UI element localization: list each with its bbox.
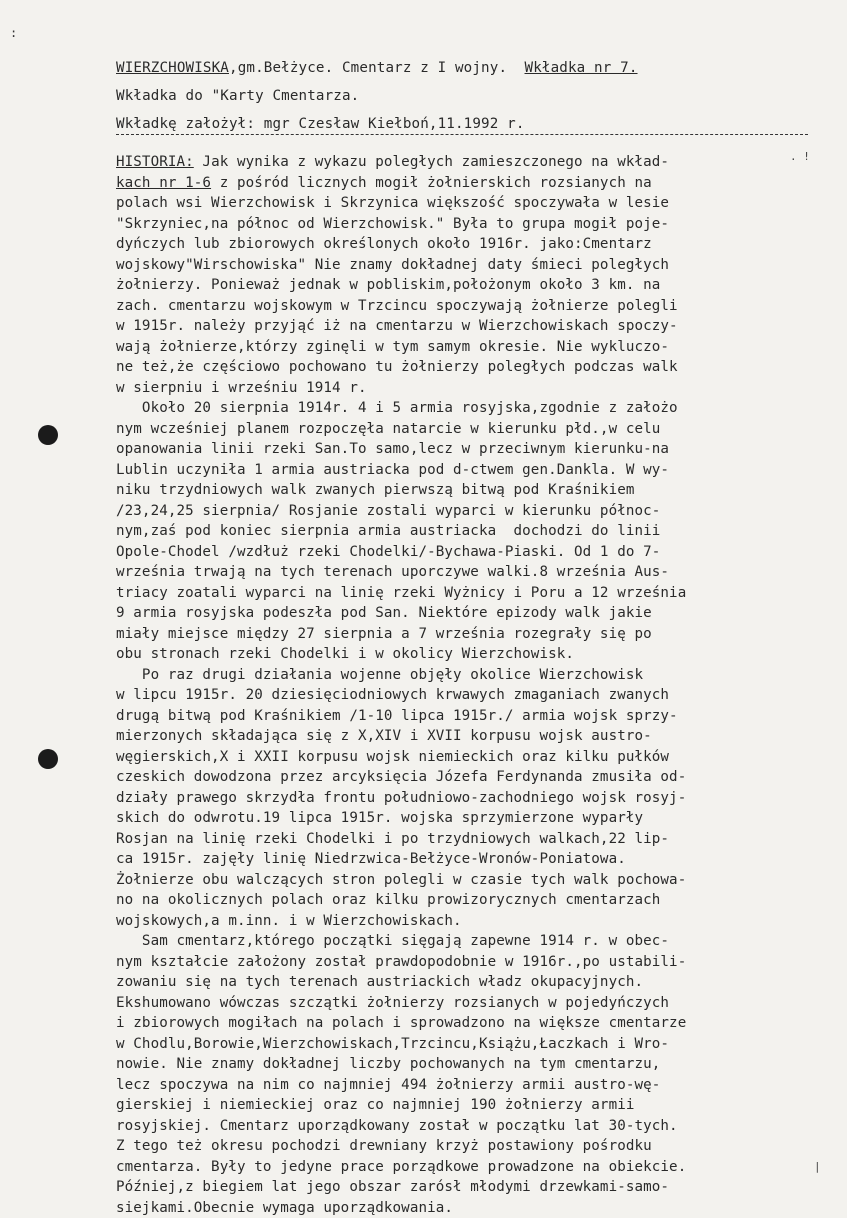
text-line: Po raz drugi działania wojenne objęły okolice Wierzchowisk xyxy=(116,665,816,686)
text-line: triacy zoatali wyparci na linię rzeki Wyżnicy i Poru a 12 września xyxy=(116,583,816,604)
place-name: WIERZCHOWISKA xyxy=(116,60,229,76)
text-line: w 1915r. należy przyjąć iż na cmentarzu w Wierzchowiskach spoczy- xyxy=(116,316,816,337)
margin-mark: : xyxy=(10,26,17,40)
text-line: 9 armia rosyjska podeszła pod San. Niektóre epizody walk jakie xyxy=(116,603,816,624)
text-line: /23,24,25 sierpnia/ Rosjanie zostali wyparci w kierunku północ- xyxy=(116,501,816,522)
header-line-1 xyxy=(116,58,816,78)
margin-mark: | xyxy=(814,1160,821,1173)
text-line: węgierskich,X i XXII korpusu wojsk niemieckich oraz kilku pułków xyxy=(116,747,816,768)
text-line: wają żołnierze,którzy zginęli w tym samym okresie. Nie wykluczo- xyxy=(116,337,816,358)
text-line: polach wsi Wierzchowisk i Skrzynica większość spoczywała w lesie xyxy=(116,193,816,214)
text-line: Około 20 sierpnia 1914r. 4 i 5 armia rosyjska,zgodnie z założo xyxy=(116,398,816,419)
text-line: nowie. Nie znamy dokładnej liczby pochowanych na tym cmentarzu, xyxy=(116,1054,816,1075)
text-line: Później,z biegiem lat jego obszar zarósł młodymi drzewkami-samo- xyxy=(116,1177,816,1198)
margin-mark: . ! xyxy=(790,150,810,163)
text-line: Opole-Chodel /wzdłuż rzeki Chodelki/-Bychawa-Piaski. Od 1 do 7- xyxy=(116,542,816,563)
punch-hole xyxy=(38,749,58,769)
text-line: września trwają na tych terenach uporczywe walki.8 września Aus- xyxy=(116,562,816,583)
text-line: rosyjskiej. Cmentarz uporządkowany został w początku lat 30-tych. xyxy=(116,1116,816,1137)
punch-hole xyxy=(38,425,58,445)
text-line: zach. cmentarzu wojskowym w Trzcincu spoczywają żołnierze polegli xyxy=(116,296,816,317)
text-line: wojskowych,a m.inn. i w Wierzchowiskach. xyxy=(116,911,816,932)
history-first-line xyxy=(116,152,816,173)
text-line: nym kształcie założony został prawdopodobnie w 1916r.,po ustabili- xyxy=(116,952,816,973)
text-line: dyńczych lub zbiorowych określonych około 1916r. jako:Cmentarz xyxy=(116,234,816,255)
history-heading: HISTORIA: xyxy=(116,154,194,170)
header-divider xyxy=(116,134,808,135)
text-line: nym,zaś pod koniec sierpnia armia austriacka dochodzi do linii xyxy=(116,521,816,542)
text-line: z pośród licznych mogił żołnierskich rozsianych na xyxy=(211,175,652,191)
text-line: Z tego też okresu pochodzi drewniany krzyż postawiony pośrodku xyxy=(116,1136,816,1157)
document-header xyxy=(116,58,816,142)
text-line: obu stronach rzeki Chodelki i w okolicy Wierzchowisk. xyxy=(116,644,816,665)
text-line: czeskich dowodzona przez arcyksięcia Józefa Ferdynanda zmusiła od- xyxy=(116,767,816,788)
text-line: lecz spoczywa na nim co najmniej 494 żołnierzy armii austro-wę- xyxy=(116,1075,816,1096)
text-line: żołnierzy. Ponieważ jednak w pobliskim,położonym około 3 km. na xyxy=(116,275,816,296)
text-line: i zbiorowych mogiłach na polach i sprowadzono na większe cmentarze xyxy=(116,1013,816,1034)
text-line: siejkami.Obecnie wymaga uporządkowania. xyxy=(116,1198,816,1218)
text-line: w lipcu 1915r. 20 dziesięciodniowych krwawych zmaganiach zwanych xyxy=(116,685,816,706)
text-line: zowaniu się na tych terenach austriackich władz okupacyjnych. xyxy=(116,972,816,993)
insert-reference: kach nr 1-6 xyxy=(116,175,211,191)
text-line: drugą bitwą pod Kraśnikiem /1-10 lipca 1915r./ armia wojsk sprzy- xyxy=(116,706,816,727)
text-line: "Skrzyniec,na północ od Wierzchowisk." Była to grupa mogił poje- xyxy=(116,214,816,235)
text-line: no na okolicznych polach oraz kilku prowizorycznych cmentarzach xyxy=(116,890,816,911)
text-line: Sam cmentarz,którego początki sięgają zapewne 1914 r. w obec- xyxy=(116,931,816,952)
text-line: opanowania linii rzeki San.To samo,lecz w przeciwnym kierunku-na xyxy=(116,439,816,460)
history-section xyxy=(116,152,816,1218)
text-line: mierzonych składająca się z X,XIV i XVII korpusu wojsk austro- xyxy=(116,726,816,747)
text-line: ca 1915r. zajęły linię Niedrzwica-Bełżyce-Wronów-Poniatowa. xyxy=(116,849,816,870)
text-line: niku trzydniowych walk zwanych pierwszą bitwą pod Kraśnikiem xyxy=(116,480,816,501)
insert-number: Wkładka nr 7. xyxy=(525,60,638,76)
text-line: cmentarza. Były to jedyne prace porządkowe prowadzone na obiekcie. xyxy=(116,1157,816,1178)
text-line: Lublin uczyniła 1 armia austriacka pod d-ctwem gen.Dankla. W wy- xyxy=(116,460,816,481)
text-line: gierskiej i niemieckiej oraz co najmniej 190 żołnierzy armii xyxy=(116,1095,816,1116)
header-line-2: Wkładka do "Karty Cmentarza. xyxy=(116,86,816,106)
text-line: ne też,że częściowo pochowano tu żołnierzy poległych podczas walk xyxy=(116,357,816,378)
text-line: Żołnierze obu walczących stron polegli w czasie tych walk pochowa- xyxy=(116,870,816,891)
place-description: ,gm.Bełżyce. Cmentarz z I wojny. xyxy=(229,60,525,76)
text-line: w sierpniu i wrześniu 1914 r. xyxy=(116,378,816,399)
text-line: Rosjan na linię rzeki Chodelki i po trzydniowych walkach,22 lip- xyxy=(116,829,816,850)
history-second-line xyxy=(116,173,816,194)
text-line: działy prawego skrzydła frontu południowo-zachodniego wojsk rosyj- xyxy=(116,788,816,809)
text-line: skich do odwrotu.19 lipca 1915r. wojska sprzymierzone wyparły xyxy=(116,808,816,829)
text-line: miały miejsce między 27 sierpnia a 7 września rozegrały się po xyxy=(116,624,816,645)
text-line: wojskowy"Wirschowiska" Nie znamy dokładnej daty śmieci poległych xyxy=(116,255,816,276)
text-line: nym wcześniej planem rozpoczęła natarcie w kierunku płd.,w celu xyxy=(116,419,816,440)
header-line-3: Wkładkę założył: mgr Czesław Kiełboń,11.1992 r. xyxy=(116,114,816,134)
text-line: Ekshumowano wówczas szczątki żołnierzy rozsianych w pojedyńczych xyxy=(116,993,816,1014)
text-line: Jak wynika z wykazu poległych zamieszczonego na wkład- xyxy=(194,154,669,170)
text-line: w Chodlu,Borowie,Wierzchowiskach,Trzcincu,Książu,Łaczkach i Wro- xyxy=(116,1034,816,1055)
